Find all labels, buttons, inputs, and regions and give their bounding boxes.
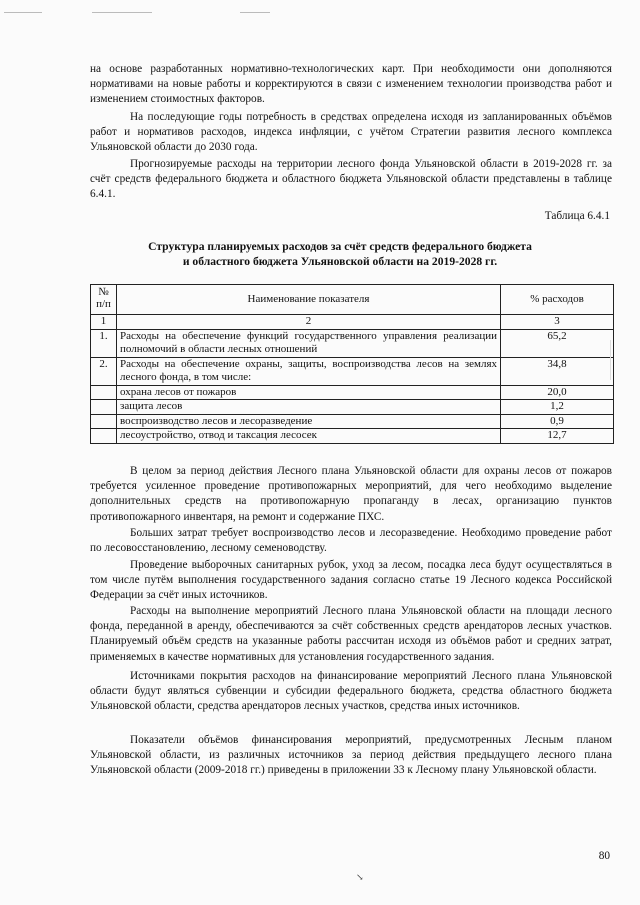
table-row <box>91 357 614 385</box>
row-pct: 34,8 <box>501 357 614 385</box>
paragraph-lease-expenses: Расходы на выполнение мероприятий Лесного плана Ульяновской области на площади лесного фонда, переданной в аренду, обеспечиваются за счёт собственных средств арендаторов лесных участков. Планируемый объём средств на указанные работы рассчитан исходя из объёмов работ и средних затрат, применяемых в качестве нормативных для установления государственного задания. <box>90 605 612 663</box>
row-num <box>91 414 117 429</box>
page-number: 80 <box>598 850 610 862</box>
expense-structure-table <box>90 284 614 444</box>
table-index-row <box>91 315 614 330</box>
paragraph-forecast: Прогнозируемые расходы на территории лесного фонда Ульяновской области в 2019-2028 гг. за счёт средств федерального бюджета и областного бюджета Ульяновской области представлены в таблице 6.4.1. <box>90 158 612 201</box>
paragraph-needs: На последующие годы потребность в средствах определена исходя из запланированных объёмов работ и нормативов расходов, индекса инфляции, с учётом Стратегии развития лесного комплекса Ульяновской области до 2030 года. <box>90 111 612 154</box>
row-name: Расходы на обеспечение функций государственного управления реализации полномочий в области лесных отношений <box>117 329 501 357</box>
header-pct: % расходов <box>501 285 614 315</box>
paragraph-sanitary-cutting: Проведение выборочных санитарных рубок, уход за лесом, посадка леса будут осуществляться в том числе путём выполнения государственного задания согласно статье 19 Лесного кодекса Российской Федерации за счёт иных источников. <box>90 559 612 602</box>
table-header-row <box>91 285 614 315</box>
row-name: Расходы на обеспечение охраны, защиты, воспроизводства лесов на землях лесного фонда, в том числе: <box>117 357 501 385</box>
row-num: 2. <box>91 357 117 385</box>
row-num <box>91 429 117 444</box>
row-pct: 12,7 <box>501 429 614 444</box>
index-cell: 3 <box>501 315 614 330</box>
table-title-line: и областного бюджета Ульяновской области на 2019-2028 гг. <box>182 255 498 268</box>
paragraph-reproduction: Больших затрат требует воспроизводство лесов и лесоразведение. Необходимо проведение работ по лесовосстановлению, лесному семеноводству. <box>90 527 612 555</box>
row-name: защита лесов <box>117 400 501 415</box>
table-row <box>91 385 614 400</box>
paragraph-funding-sources: Источниками покрытия расходов на финансирование мероприятий Лесного плана Ульяновской области будут являться субвенции и субсидии федерального бюджета, средства областного бюджета Ульяновской области, средства арендаторов лесных участков, средства иных источников. <box>90 670 612 713</box>
scan-artifact-line <box>240 12 270 13</box>
paragraph-fire-protection: В целом за период действия Лесного плана Ульяновской области для охраны лесов от пожаров требуется усиленное проведение противопожарных мероприятий, для чего необходимо выделение дополнительных средств на противопожарную пропаганду в лесах, организацию пунктов противопожарного инвентаря, на ремонт и содержание ПХС. <box>90 465 612 523</box>
index-cell: 2 <box>117 315 501 330</box>
row-pct: 1,2 <box>501 400 614 415</box>
scan-artifact-mark: ↘ <box>356 872 364 882</box>
row-pct: 20,0 <box>501 385 614 400</box>
table-row <box>91 329 614 357</box>
table-row <box>91 429 614 444</box>
table-row <box>91 414 614 429</box>
row-pct: 0,9 <box>501 414 614 429</box>
row-name: лесоустройство, отвод и таксация лесосек <box>117 429 501 444</box>
row-name: охрана лесов от пожаров <box>117 385 501 400</box>
row-num <box>91 400 117 415</box>
row-num <box>91 385 117 400</box>
scan-artifact-line <box>610 340 611 380</box>
paragraph-continuation: на основе разработанных нормативно-технологических карт. При необходимости они дополняются нормативами на новые работы и корректируются в связи с изменением технологии производства работ и изменением стоимостных факторов. <box>90 63 612 106</box>
row-num: 1. <box>91 329 117 357</box>
row-pct: 65,2 <box>501 329 614 357</box>
header-num: № п/п <box>91 285 117 315</box>
paragraph-appendix-reference: Показатели объёмов финансирования мероприятий, предусмотренных Лесным планом Ульяновской области, из различных источников за период действия предыдущего лесного плана Ульяновской области (2009-2018 гг.) приведены в приложении 33 к Лесному плану Ульяновской области. <box>90 734 612 777</box>
scan-artifact-line <box>4 12 42 13</box>
index-cell: 1 <box>91 315 117 330</box>
scan-artifact-line <box>92 12 152 13</box>
table-title <box>60 239 620 269</box>
table-title-line: Структура планируемых расходов за счёт средств федерального бюджета <box>148 240 532 253</box>
header-name: Наименование показателя <box>117 285 501 315</box>
row-name: воспроизводство лесов и лесоразведение <box>117 414 501 429</box>
table-caption: Таблица 6.4.1 <box>544 210 610 222</box>
table-row <box>91 400 614 415</box>
